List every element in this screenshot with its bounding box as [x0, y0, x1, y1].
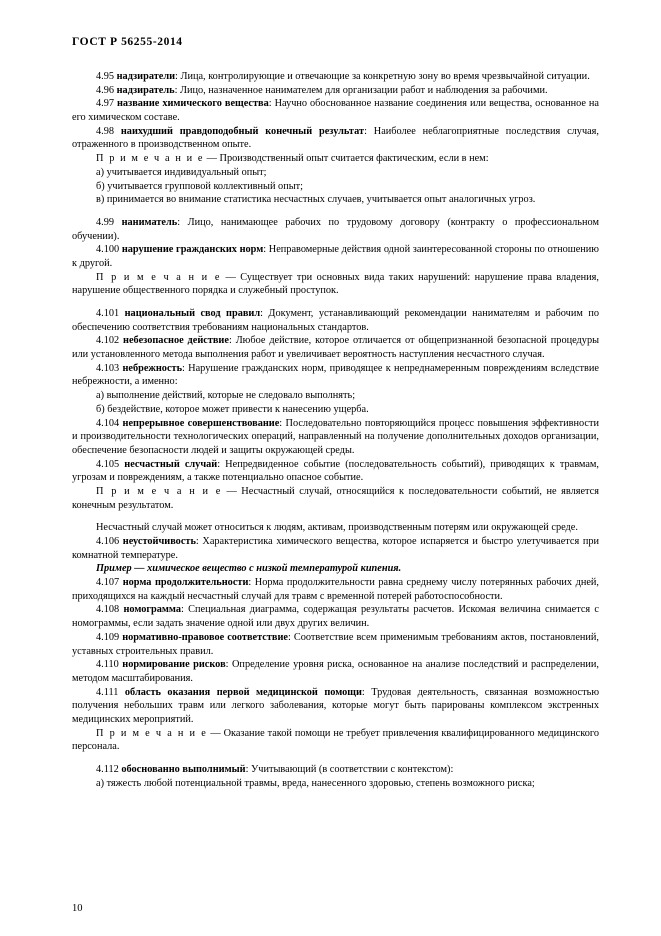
clause-text: : Характеристика химического вещества, которое испаряется и быстро улетучивается при комнатной температуре. [72, 536, 599, 561]
clause-number: 4.103 [96, 362, 120, 374]
clause-4-109 [72, 631, 599, 658]
clause-number: 4.106 [96, 536, 120, 547]
clause-4-101 [72, 307, 599, 334]
clause-text: : Неправомерные действия одной заинтересованной стороны по отношению к другой. [72, 244, 600, 269]
clause-4-112 [72, 763, 599, 777]
clause-4-96 [72, 84, 599, 98]
clause-term: наниматель [121, 216, 178, 228]
clause-number: 4.109 [96, 631, 120, 643]
note-4-111 [72, 727, 599, 754]
clause-number: 4.105 [96, 458, 120, 470]
clause-number: 4.97 [96, 98, 115, 110]
clause-text: : Норма продолжительности равна среднему числу потерянных рабочих дней, приходящихся на каждый несчастный случай для травм с временной потерей работоспособности. [72, 577, 599, 602]
clause-number: 4.112 [96, 764, 119, 775]
clause-number: 4.102 [96, 335, 120, 347]
note-label: П р и м е ч а н и е [96, 727, 208, 739]
sub-item-b: б) учитывается групповой коллективный опыт; [96, 180, 303, 192]
clause-4-103 [72, 362, 599, 389]
clause-4-99 [72, 216, 599, 243]
clause-number: 4.95 [96, 71, 115, 82]
clause-text: : Лица, контролирующие и отвечающие за конкретную зону во время чрезвычайной ситуации. [175, 71, 590, 82]
clause-number: 4.107 [96, 577, 120, 589]
clause-text: : Наиболее неблагоприятные последствия случая, отраженного в производственном опыте. [72, 125, 599, 151]
clause-text: : Лицо, нанимающее рабочих по трудовому договору (контракту о профессиональном обучении). [72, 216, 599, 242]
clause-term: небезопасное действие [123, 335, 229, 347]
clause-term: норма продолжительности [122, 577, 249, 589]
clause-4-104 [72, 417, 599, 458]
clause-text: : Учитывающий (в соответствии с контекстом): [245, 764, 454, 775]
clause-number: 4.108 [96, 604, 120, 616]
clause-text: : Любое действие, которое отличается от общепризнанной безопасной процедуры или установленного метода выполнения работ и увеличивает вероятность наступления несчастного случая. [72, 335, 600, 361]
clause-number: 4.100 [96, 244, 120, 256]
clause-term: обоснованно выполнимый [121, 764, 246, 775]
note-text: — Оказание такой помощи не требует привлечения квалифицированного медицинского персонала. [72, 727, 599, 753]
clause-term: неустойчивость [122, 536, 196, 547]
clause-number: 4.110 [96, 659, 119, 671]
clause-term: надзиратели [116, 71, 176, 82]
clause-4-100 [72, 243, 599, 270]
clause-term: номограмма [123, 604, 182, 616]
clause-text: : Трудовая деятельность, связанная возможностью получения небольших травм или легкого заболевания, которые могут быть парированы комплексом экстренных медицинских мероприятий. [72, 686, 600, 725]
page-header: ГОСТ Р 56255-2014 [72, 36, 183, 48]
clause-4-106 [72, 535, 599, 562]
clause-text: : Последовательно повторяющийся процесс повышения эффективности и производительности технологических операций, направленный на получение дополнительных доходов организации, обеспечение безопасности людей и защиты окружающей среды. [72, 417, 599, 456]
note-text: — Производственный опыт считается фактическим, если в нем: [204, 153, 489, 165]
clause-text: : Документ, устанавливающий рекомендации нанимателям и рабочим по обеспечению соответствия требованиям национальных стандартов. [72, 308, 599, 333]
clause-number: 4.111 [96, 686, 119, 698]
clause-term: небрежность [122, 362, 183, 374]
clause-4-108 [72, 603, 599, 630]
clause-term: надзиратель [116, 84, 175, 96]
spacer [72, 207, 599, 216]
note-4-98 [72, 152, 599, 166]
spacer [72, 512, 599, 521]
clause-text: : Непредвиденное событие (последовательность событий), приводящих к травмам, угрозам и повреждениям, а также потенциально опасное событие. [72, 458, 599, 484]
clause-4-110 [72, 658, 599, 685]
sub-item-a-3: а) тяжесть любой потенциальной травмы, вреда, нанесенного здоровью, степень возможного риска; [96, 777, 535, 789]
sub-item-a-2: а) выполнение действий, которые не следовало выполнять; [96, 390, 356, 402]
clause-term: нормативно-правовое соответствие [122, 631, 288, 643]
spacer [72, 298, 599, 307]
clause-term: нарушение гражданских норм [121, 244, 264, 256]
sub-item-v: в) принимается во внимание статистика несчастных случаев, учитывается опыт аналогичных угроз. [96, 194, 536, 206]
clause-number: 4.99 [96, 216, 115, 228]
clause-4-105 [72, 458, 599, 485]
clause-text: : Определение уровня риска, основанное на анализе последствий и распределении, методом масштабирования. [72, 659, 599, 684]
note-text: — Существует три основных вида таких нарушений: нарушение права владения, нарушение общественного порядка и служебный проступок. [72, 271, 599, 297]
clause-4-97 [72, 97, 599, 124]
note-text: — Несчастный случай, относящийся к последовательности событий, не является конечным результатом. [72, 485, 599, 511]
note-4-100 [72, 271, 599, 298]
document-body [72, 70, 599, 790]
sub-item-a: а) учитывается индивидуальный опыт; [96, 166, 267, 178]
clause-term: название химического вещества [117, 98, 269, 110]
clause-number: 4.104 [96, 417, 120, 429]
clause-text: : Соответствие всем применимым требованиям актов, постановлений, уставных строительных правил. [72, 631, 600, 657]
clause-4-95 [72, 70, 599, 84]
clause-number: 4.101 [96, 308, 120, 319]
sub-item-b-2: б) бездействие, которое может привести к нанесению ущерба. [96, 403, 369, 415]
clause-4-111 [72, 686, 599, 727]
example-4-106: Пример — химическое вещество с низкой температурой кипения. [96, 563, 402, 575]
clause-text: : Нарушение гражданских норм, приводящее к непреднамеренным повреждениям вследствие небрежности, а именно: [72, 362, 599, 388]
clause-term: наихудший правдоподобный конечный результат [120, 125, 365, 137]
clause-term: область оказания первой медицинской помощи [124, 686, 362, 698]
clause-4-107 [72, 576, 599, 603]
note-label: П р и м е ч а н и е [96, 153, 205, 165]
clause-4-102 [72, 334, 599, 361]
paragraph-accident: Несчастный случай может относиться к людям, активам, производственным потерям или окружающей среде. [96, 522, 578, 534]
clause-text: : Специальная диаграмма, содержащая результаты расчетов. Искомая величина снимается с номограммы, если задать значение одной или двух других величин. [72, 604, 599, 630]
clause-number: 4.96 [96, 84, 115, 96]
clause-term: нормирование рисков [122, 659, 226, 671]
clause-text: : Лицо, назначенное нанимателем для организации работ и наблюдения за рабочими. [174, 84, 548, 96]
note-label: П р и м е ч а н и е [96, 485, 222, 497]
note-label: П р и м е ч а н и е [96, 271, 222, 283]
note-4-105 [72, 485, 599, 512]
clause-term: несчастный случай [124, 458, 218, 470]
spacer [72, 754, 599, 763]
page-number: 10 [72, 903, 83, 914]
clause-term: национальный свод правил [124, 308, 261, 319]
clause-4-98 [72, 125, 599, 152]
clause-text: : Научно обоснованное название соединения или вещества, основанное на его химическом составе. [72, 98, 599, 124]
clause-number: 4.98 [96, 125, 115, 137]
clause-term: непрерывное совершенствование [122, 417, 280, 429]
